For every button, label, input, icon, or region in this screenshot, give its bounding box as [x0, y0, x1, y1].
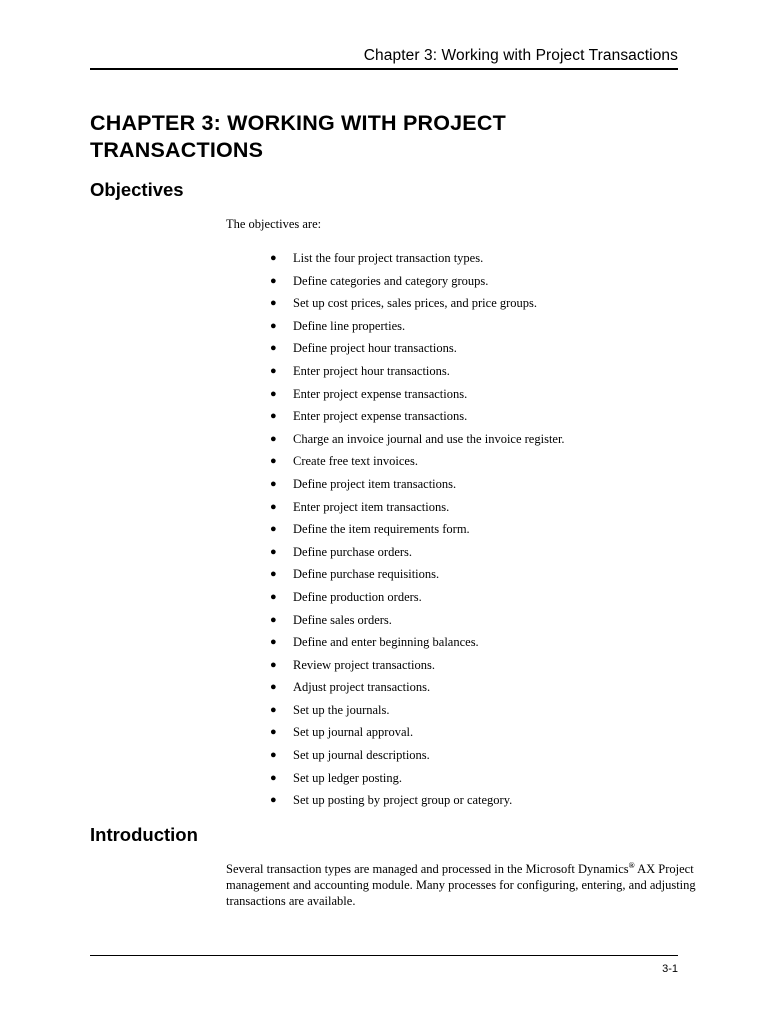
objective-item: ● Define purchase requisitions. — [270, 567, 440, 582]
objective-item: ● Set up cost prices, sales prices, and price groups. — [270, 296, 538, 311]
objective-item: ● Charge an invoice journal and use the invoice register. — [270, 431, 565, 446]
bullet-icon: ● — [270, 319, 277, 332]
introduction-paragraph — [226, 861, 696, 909]
bullet-icon: ● — [270, 726, 277, 739]
bullet-icon: ● — [270, 771, 277, 784]
objective-item: ● Define categories and category groups. — [270, 273, 489, 288]
objective-item: ● Set up journal descriptions. — [270, 748, 430, 763]
objective-item: ● Define sales orders. — [270, 612, 392, 627]
objective-item: ● Enter project expense transactions. — [270, 409, 468, 424]
introduction-text-part1: Several transaction types are managed and processed in the Microsoft Dynamics — [226, 862, 629, 876]
bullet-icon: ● — [270, 500, 277, 513]
bullet-icon: ● — [270, 274, 277, 287]
bullet-icon: ● — [270, 477, 277, 490]
objectives-heading: Objectives — [90, 179, 184, 200]
objectives-intro: The objectives are: — [226, 217, 322, 231]
bullet-icon: ● — [270, 455, 277, 468]
objective-item: ● List the four project transaction types. — [270, 251, 484, 265]
bullet-icon: ● — [270, 658, 277, 671]
objective-item: ● Define and enter beginning balances. — [270, 635, 479, 650]
objective-item: ● Enter project expense transactions. — [270, 386, 468, 401]
objectives-list — [270, 250, 565, 815]
objective-item: ● Enter project hour transactions. — [270, 363, 450, 378]
introduction-text-part2: AX Project management and accounting module. Many processes for configuring, entering, and adjusting transactions are available. — [226, 862, 696, 908]
bullet-icon: ● — [270, 432, 277, 445]
bullet-icon: ● — [270, 568, 277, 581]
bullet-icon: ● — [270, 794, 277, 807]
bullet-icon: ● — [270, 410, 277, 423]
chapter-title: CHAPTER 3: WORKING WITH PROJECT TRANSACTIONS — [90, 111, 506, 162]
objective-item: ● Define purchase orders. — [270, 544, 413, 559]
bullet-icon: ● — [270, 387, 277, 400]
objective-item: ● Enter project item transactions. — [270, 499, 450, 514]
bullet-icon: ● — [270, 545, 277, 558]
footer-rule — [90, 955, 678, 956]
bullet-icon: ● — [270, 613, 277, 626]
objective-item: ● Adjust project transactions. — [270, 680, 431, 695]
objective-item: ● Define line properties. — [270, 318, 406, 333]
objective-item: ● Define production orders. — [270, 589, 422, 604]
running-header-title: Chapter 3: Working with Project Transactions — [363, 47, 678, 64]
bullet-icon: ● — [270, 636, 277, 649]
bullet-icon: ● — [270, 590, 277, 603]
objective-item: ● Define project item transactions. — [270, 476, 457, 491]
objective-item: ● Create free text invoices. — [270, 454, 418, 469]
objective-item: ● Set up ledger posting. — [270, 770, 403, 785]
bullet-icon: ● — [270, 523, 277, 536]
registered-mark: ® — [628, 860, 635, 870]
objective-item: ● Define the item requirements form. — [270, 522, 470, 537]
bullet-icon: ● — [270, 252, 277, 264]
objective-item: ● Define project hour transactions. — [270, 341, 457, 356]
objective-item: ● Set up journal approval. — [270, 725, 414, 740]
bullet-icon: ● — [270, 342, 277, 355]
objective-item: ● Review project transactions. — [270, 657, 435, 672]
bullet-icon: ● — [270, 749, 277, 762]
introduction-heading: Introduction — [90, 824, 198, 845]
bullet-icon: ● — [270, 364, 277, 377]
objective-item: ● Set up the journals. — [270, 702, 390, 717]
page-number: 3-1 — [662, 963, 678, 975]
running-header — [90, 46, 678, 70]
objective-item: ● Set up posting by project group or category. — [270, 793, 513, 808]
bullet-icon: ● — [270, 681, 277, 694]
bullet-icon: ● — [270, 297, 277, 310]
bullet-icon: ● — [270, 703, 277, 716]
